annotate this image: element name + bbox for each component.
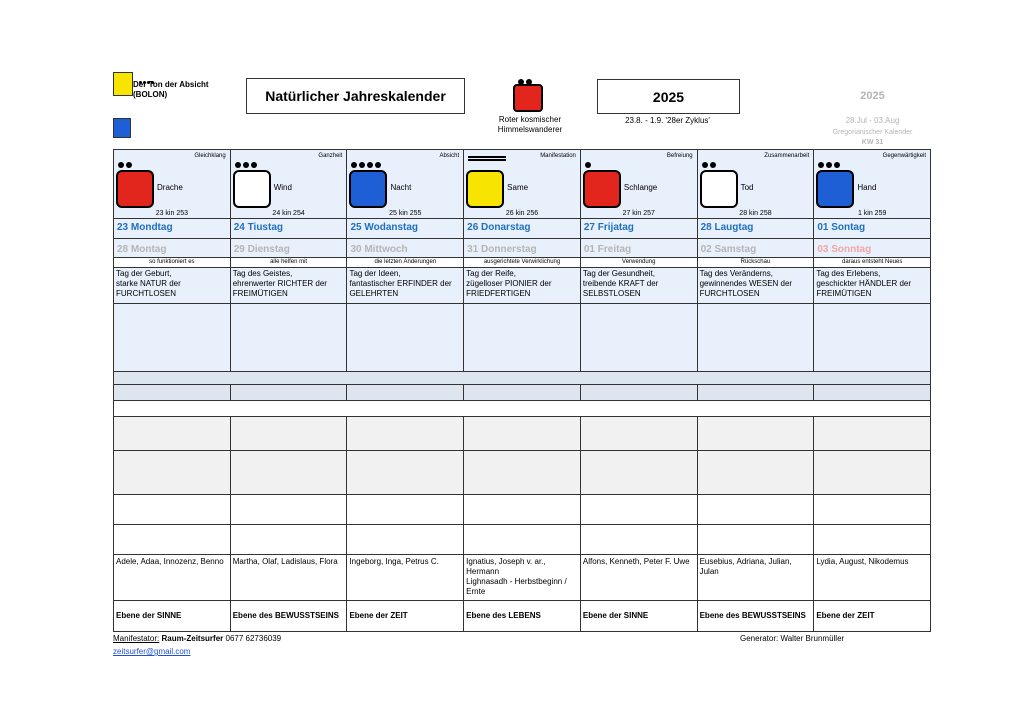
day-function: daraus entsteht Neues — [841, 259, 903, 265]
description-line: FREIMÜTIGEN — [232, 289, 288, 298]
glyph-name: Schlange — [623, 183, 658, 192]
day-meaning: Ganzheit — [318, 153, 343, 159]
gregorian-cell — [814, 239, 931, 258]
band-cell — [464, 385, 581, 401]
band-row-2 — [114, 385, 931, 401]
grey-cell[interactable] — [698, 451, 815, 495]
notes-cell[interactable] — [814, 304, 931, 372]
hand-icon — [816, 170, 854, 208]
description-line: Tag des Veränderns, — [699, 269, 773, 278]
grey-cell[interactable] — [347, 417, 464, 451]
grey-row-1 — [114, 417, 931, 451]
footer-manifestator — [113, 634, 281, 643]
calendar-title-box — [246, 78, 465, 114]
tone-dot — [834, 162, 840, 168]
gregorian-cell — [581, 239, 698, 258]
ebene-label: Ebene der SINNE — [116, 611, 182, 620]
notes-cell[interactable] — [698, 304, 815, 372]
ebene-row — [114, 601, 931, 632]
name-days: Ignatius, Joseph v. ar., Hermann — [466, 557, 546, 576]
description-line: Tag der Ideen, — [349, 269, 401, 278]
grey-cell[interactable] — [581, 417, 698, 451]
notes-cell[interactable] — [347, 304, 464, 372]
grey-cell[interactable] — [114, 451, 231, 495]
tone-dot — [351, 162, 357, 168]
tone-dot — [126, 162, 132, 168]
glyph-cell — [698, 150, 815, 219]
wind-icon — [233, 170, 271, 208]
day-name: 23 Mondtag — [117, 222, 173, 233]
tone-dot — [359, 162, 365, 168]
band-cell — [114, 385, 231, 401]
description-cell — [464, 268, 581, 304]
blank-row-2 — [114, 525, 931, 555]
cycle-label: 23.8. - 1.9. '28er Zyklus' — [625, 116, 710, 125]
glyph-name: Same — [507, 183, 529, 192]
gregorian-cell — [347, 239, 464, 258]
grey-cell[interactable] — [231, 417, 348, 451]
tone-dot — [118, 162, 124, 168]
day-function: die letzten Änderungen — [374, 259, 437, 265]
blank-cell[interactable] — [347, 525, 464, 555]
week-number: KW 31 — [861, 139, 884, 146]
ebene-label: Ebene des BEWUSSTSEINS — [232, 611, 339, 620]
blank-cell[interactable] — [464, 525, 581, 555]
blank-cell[interactable] — [814, 495, 931, 525]
glyph-cell — [114, 150, 231, 219]
names-cell — [814, 555, 931, 601]
description-line: SELBSTLOSEN — [582, 289, 641, 298]
description-line: FURCHTLOSEN — [699, 289, 760, 298]
calendar-title: Natürlicher Jahreskalender — [265, 88, 446, 104]
day-meaning: Absicht — [439, 153, 460, 159]
day-cell — [698, 219, 815, 239]
function-row — [114, 258, 931, 268]
notes-cell[interactable] — [581, 304, 698, 372]
description-line: GELEHRTEN — [349, 289, 399, 298]
blank-cell[interactable] — [114, 525, 231, 555]
description-cell — [114, 268, 231, 304]
description-line: FREIMÜTIGEN — [816, 289, 872, 298]
name-days: Eusebius, Adriana, Julian, Julan — [699, 557, 792, 576]
year-value: 2025 — [652, 88, 685, 105]
names-cell — [347, 555, 464, 601]
description-line: starke NATUR der — [116, 279, 181, 288]
day-name: 26 Donarstag — [467, 222, 531, 233]
ebene-label: Ebene der ZEIT — [349, 611, 408, 620]
manifestator-name: Raum-Zeitsurfer — [161, 634, 224, 643]
serpent-icon — [583, 170, 621, 208]
day-meaning: Manifestation — [540, 153, 576, 159]
gday-row — [114, 239, 931, 258]
kin-number: 23 kin 253 — [155, 210, 189, 217]
name-days: Lydia, August, Nikodemus — [816, 557, 909, 566]
grey-cell[interactable] — [814, 417, 931, 451]
ebene-cell — [347, 601, 464, 632]
description-cell — [814, 268, 931, 304]
day-function: ausgerichtete Verwirklichung — [483, 259, 561, 265]
gregorian-day: 01 Freitag — [583, 244, 632, 255]
description-cell — [347, 268, 464, 304]
day-meaning: Zusammenarbeit — [764, 153, 810, 159]
blank-cell[interactable] — [698, 495, 815, 525]
day-cell — [814, 219, 931, 239]
kin-number: 28 kin 258 — [739, 210, 772, 217]
gregorian-cell — [698, 239, 815, 258]
gregorian-day: 28 Montag — [117, 244, 167, 255]
day-meaning: Gleichklang — [194, 153, 226, 159]
gregorian-day: 31 Donnerstag — [467, 244, 537, 255]
day-cell — [114, 219, 231, 239]
day-function: Rückschau — [740, 259, 771, 265]
description-line: fantastischer ERFINDER der — [349, 279, 452, 288]
blank-cell[interactable] — [814, 525, 931, 555]
tone-dot — [826, 162, 832, 168]
glyph-cell — [347, 150, 464, 219]
grey-cell[interactable] — [231, 451, 348, 495]
tone-dot — [251, 162, 257, 168]
grey-cell[interactable] — [114, 417, 231, 451]
name-days: Alfons, Kenneth, Peter F. Uwe — [582, 557, 690, 566]
grey-cell[interactable] — [347, 451, 464, 495]
notes-cell[interactable] — [464, 304, 581, 372]
description-line: Tag der Reife, — [466, 269, 516, 278]
band-cell — [581, 385, 698, 401]
gregorian-cell — [114, 239, 231, 258]
day-function: alle helfen mit — [270, 259, 308, 265]
description-line: Tag des Erlebens, — [816, 269, 881, 278]
blank-cell[interactable] — [231, 525, 348, 555]
small-glyph-icon — [113, 118, 131, 138]
day-name: 28 Laugtag — [700, 222, 754, 233]
gregorian-day: 30 Mittwoch — [350, 244, 408, 255]
kin-number: 1 kin 259 — [857, 210, 887, 217]
glyph-row — [114, 150, 931, 219]
gregorian-cell — [464, 239, 581, 258]
calendar-grid — [113, 149, 931, 632]
description-cell — [581, 268, 698, 304]
blank-row-1 — [114, 495, 931, 525]
description-line: FURCHTLOSEN — [116, 289, 177, 298]
description-line: geschickter HÄNDLER der — [816, 279, 912, 288]
day-cell — [231, 219, 348, 239]
manifestator-label: Manifestator: — [113, 634, 160, 643]
dragon-icon — [116, 170, 154, 208]
tone-dot — [818, 162, 824, 168]
names-row — [114, 555, 931, 601]
kin-number: 25 kin 255 — [389, 210, 422, 217]
name-days: Adele, Adaa, Innozenz, Benno — [116, 557, 224, 566]
glyph-cell — [814, 150, 931, 219]
function-cell — [464, 258, 581, 268]
blank-cell[interactable] — [581, 525, 698, 555]
tone-dot — [375, 162, 381, 168]
desc-row — [114, 268, 931, 304]
notes-cell[interactable] — [114, 304, 231, 372]
description-line: zügelloser PIONIER der — [466, 279, 552, 288]
description-line: treibende KRAFT der — [582, 279, 659, 288]
ebene-cell — [464, 601, 581, 632]
day-cell — [464, 219, 581, 239]
notes-cell[interactable] — [231, 304, 348, 372]
day-meaning: Gegenwärtigkeit — [882, 153, 927, 159]
greg-range: 28.Jul - 03.Aug — [845, 116, 900, 125]
spacer-row — [114, 401, 931, 417]
blank-cell[interactable] — [347, 495, 464, 525]
gregorian-day: 29 Dienstag — [233, 244, 290, 255]
names-cell — [464, 555, 581, 601]
function-cell — [347, 258, 464, 268]
name-days: Ingeborg, Inga, Petrus C. — [349, 557, 439, 566]
oracle-label-1: Roter kosmischer — [498, 115, 562, 124]
function-cell — [698, 258, 815, 268]
blank-cell[interactable] — [464, 495, 581, 525]
description-cell — [231, 268, 348, 304]
kin-number: 27 kin 257 — [622, 210, 655, 217]
description-line: Tag der Geburt, — [116, 269, 172, 278]
description-line: ehrenwerter RICHTER der — [232, 279, 327, 288]
tone-dot — [702, 162, 708, 168]
name-days-extra: Lighnasadh - Herbstbeginn / Ernte — [466, 577, 567, 596]
ebene-cell — [231, 601, 348, 632]
grey-cell[interactable] — [698, 417, 815, 451]
description-cell — [698, 268, 815, 304]
function-cell — [231, 258, 348, 268]
tone-dot — [243, 162, 249, 168]
day-row — [114, 219, 931, 239]
glyph-name: Nacht — [390, 183, 412, 192]
year-box — [597, 79, 740, 114]
blank-cell[interactable] — [231, 495, 348, 525]
ebene-cell — [581, 601, 698, 632]
band-cell — [231, 385, 348, 401]
day-name: 01 Sontag — [817, 222, 866, 233]
grey-cell[interactable] — [464, 451, 581, 495]
tone-title: Der Ton der Absicht — [133, 80, 209, 89]
greg-year: 2025 — [860, 90, 885, 102]
ebene-label: Ebene der SINNE — [582, 611, 649, 620]
tone-dot — [235, 162, 241, 168]
glyph-cell — [581, 150, 698, 219]
description-line: gewinnendes WESEN der — [699, 279, 793, 288]
gregorian-day: 02 Samstag — [700, 244, 757, 255]
seed-icon — [466, 170, 504, 208]
day-function: so funktioniert es — [149, 259, 195, 265]
ebene-label: Ebene des BEWUSSTSEINS — [699, 611, 806, 620]
notes-row — [114, 304, 931, 372]
names-cell — [581, 555, 698, 601]
tone-icon — [113, 72, 133, 96]
names-cell — [698, 555, 815, 601]
oracle-label-2: Himmelswanderer — [497, 125, 563, 134]
name-days: Martha, Olaf, Ladislaus, Flora — [232, 557, 338, 566]
kin-number: 24 kin 254 — [272, 210, 305, 217]
ebene-cell — [698, 601, 815, 632]
tone-symbol — [468, 155, 506, 162]
band-row-1 — [114, 372, 931, 385]
band-cell — [698, 385, 815, 401]
grey-row-2 — [114, 451, 931, 495]
description-line: Tag des Geistes, — [232, 269, 293, 278]
glyph-cell — [464, 150, 581, 219]
glyph-cell — [231, 150, 348, 219]
gregorian-day: 03 Sonntag — [817, 244, 872, 255]
grey-cell[interactable] — [581, 451, 698, 495]
tone-bar — [468, 156, 506, 158]
blank-cell[interactable] — [581, 495, 698, 525]
generator-label: Generator: Walter Brunmüller — [740, 634, 845, 643]
glyph-name: Hand — [857, 183, 877, 192]
ebene-label: Ebene der ZEIT — [816, 611, 875, 620]
ebene-cell — [814, 601, 931, 632]
kin-number: 26 kin 256 — [505, 210, 539, 217]
day-function: Verwendung — [622, 259, 656, 265]
grey-cell[interactable] — [814, 451, 931, 495]
day-name: 25 Wodanstag — [350, 222, 419, 233]
tone-subtitle: (BOLON) — [133, 90, 168, 99]
ebene-cell — [114, 601, 231, 632]
death-icon — [700, 170, 738, 208]
tone-dot — [367, 162, 373, 168]
description-line: FRIEDFERTIGEN — [466, 289, 531, 298]
tone-dot — [585, 162, 591, 168]
function-cell — [581, 258, 698, 268]
tone-bar — [468, 159, 506, 161]
night-icon — [349, 170, 387, 208]
day-meaning: Befreiung — [666, 153, 693, 159]
band-cell — [347, 385, 464, 401]
tone-dot — [710, 162, 716, 168]
greg-label: Gregorianischer Kalender — [832, 129, 913, 136]
band-cell — [814, 385, 931, 401]
day-name: 27 Frijatag — [583, 222, 634, 233]
glyph-name: Tod — [740, 183, 754, 192]
day-name: 24 Tiustag — [233, 222, 283, 233]
glyph-name: Wind — [273, 183, 292, 192]
phone-number: 0677 62736039 — [225, 634, 282, 643]
email-link[interactable]: zeitsurfer@gmail.com — [113, 647, 191, 656]
day-cell — [347, 219, 464, 239]
blank-cell[interactable] — [698, 525, 815, 555]
glyph-name: Drache — [157, 183, 183, 192]
blank-cell[interactable] — [114, 495, 231, 525]
function-cell — [814, 258, 931, 268]
names-cell — [114, 555, 231, 601]
names-cell — [231, 555, 348, 601]
skywalker-icon — [513, 84, 543, 112]
description-line: Tag der Gesundheit, — [582, 269, 655, 278]
function-cell — [114, 258, 231, 268]
ebene-label: Ebene des LEBENS — [466, 611, 541, 620]
day-cell — [581, 219, 698, 239]
grey-cell[interactable] — [464, 417, 581, 451]
gregorian-cell — [231, 239, 348, 258]
